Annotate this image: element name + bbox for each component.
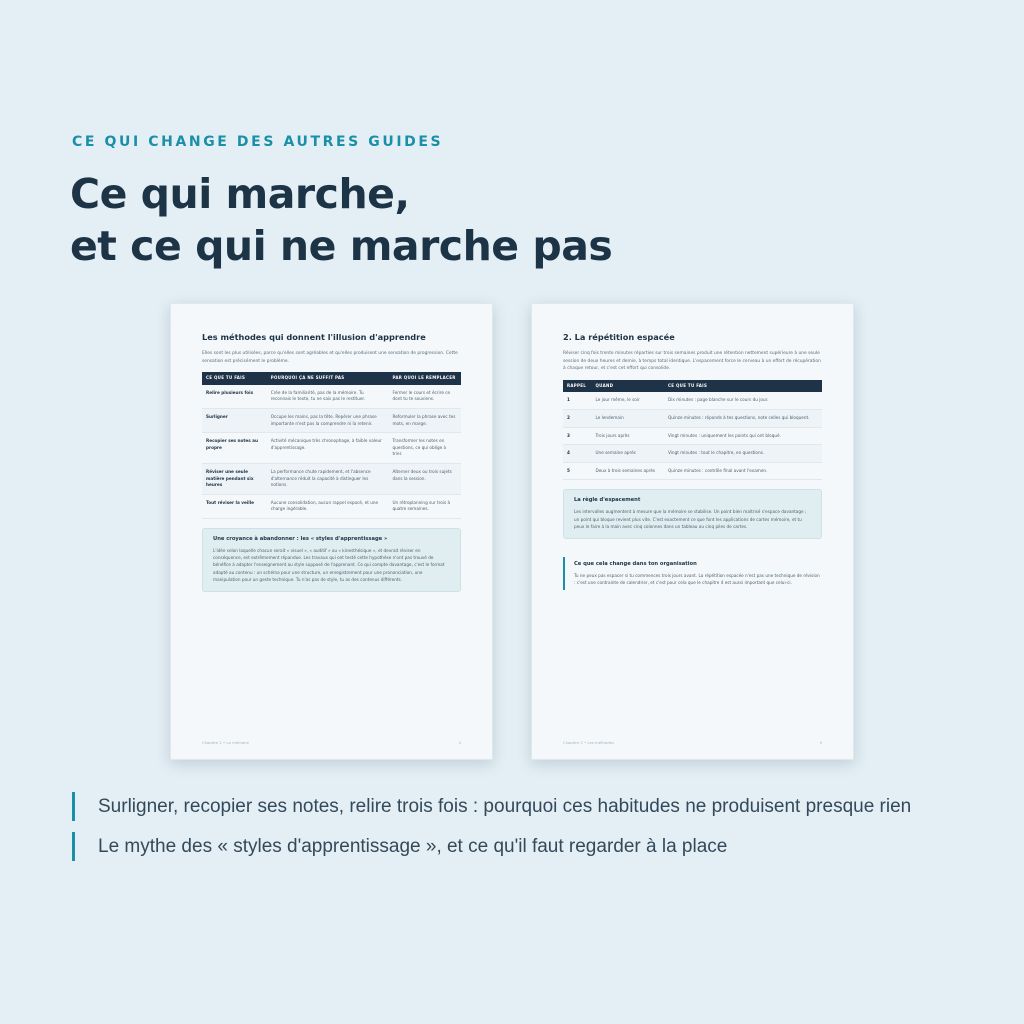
callout-text: Les intervalles augmentent à mesure que la mémoire se stabilise. Un point bien maîtrisé s'espace davantage ; un point qui bloque revient plus vite. C'est exactement ce que font les applications de cartes mémoire, et tu peux le faire à la main avec cinq colonnes dans un tableau ou cinq piles de cartes.: [574, 509, 807, 529]
table-row: [563, 409, 822, 427]
quote-block: [563, 557, 822, 590]
table-cell: Occupe les mains, pas la tête. Repérer une phrase importante n'est pas la comprendre ni la retenir.: [267, 408, 389, 432]
bullet-list: [72, 792, 952, 872]
table-cell: Transformer les notes en questions, ce qui oblige à trier.: [388, 433, 461, 464]
table-row: [202, 433, 461, 464]
page-intro: Elles sont les plus utilisées, parce qu'elles sont agréables et qu'elles produisent une sensation de progression. Cette sensation est précisément le problème.: [202, 351, 458, 364]
table-row: [202, 463, 461, 494]
table-cell: Le jour même, le soir: [591, 392, 664, 409]
table-cell: Surligner: [202, 408, 267, 432]
table-cell: Alterner deux ou trois sujets dans la session.: [388, 463, 461, 494]
table-header-cell: POURQUOI ÇA NE SUFFIT PAS: [267, 372, 389, 385]
table-cell: Tout réviser la veille: [202, 494, 267, 518]
table-cell: Trois jours après: [591, 427, 664, 445]
table-cell: Recopier ses notes au propre: [202, 433, 267, 464]
page-footer: [202, 740, 461, 745]
document-page-left: [170, 303, 493, 760]
page-title: Les méthodes qui donnent l'illusion d'apprendre: [202, 332, 426, 342]
table-row: [563, 392, 822, 409]
footer-page-number: 4: [458, 740, 461, 745]
footer-chapter: Chapitre 1 • La mémoire: [202, 740, 250, 745]
table-cell: 4: [563, 445, 591, 463]
quote-text: Tu ne peux pas espacer si tu commences trois jours avant. La répétition espacée n'est pas une technique de révision : c'est une contrainte de calendrier, et c'est pour cela que le chapitre 4 est aussi important que celui-ci.: [574, 572, 820, 586]
callout-title: Une croyance à abandonner : les « styles d'apprentissage »: [213, 535, 388, 542]
callout-box: [202, 528, 461, 592]
callout-title: La règle d'espacement: [574, 497, 641, 504]
table-row: [563, 462, 822, 480]
table-cell: 1: [563, 392, 591, 409]
table-row: [563, 427, 822, 445]
quote-title: Ce que cela change dans ton organisation: [574, 560, 697, 567]
headline-line-1: Ce qui marche,: [70, 170, 410, 218]
table-row: [202, 494, 461, 518]
table-cell: Fermer le cours et écrire ce dont tu te souviens.: [388, 385, 461, 409]
table-cell: Reformuler la phrase avec tes mots, en marge.: [388, 408, 461, 432]
table-header-row: [563, 380, 822, 393]
table-row: [563, 445, 822, 463]
spacing-table: [563, 380, 822, 481]
table-cell: Quinze minutes : contrôle final avant l'examen.: [664, 462, 822, 480]
bullet-item: Le mythe des « styles d'apprentissage », et ce qu'il faut regarder à la place: [72, 832, 952, 861]
callout-text: L'idée selon laquelle chacun serait « visuel », « auditif » ou « kinesthésique », et devrait réviser en conséquence, est extrêmement répandue. Les travaux qui ont testé cette hypothèse n'ont pas trouvé de bénéfice à adapter l'enseignement au style supposé de l'apprenant. Ce qui compte davantage, c'est le format adapté au contenu : un schéma pour une structure, un enregistrement pour une prononciation, une manipulation pour un geste technique. Tu n'as pas de style, tu as des contenus différents.: [213, 547, 445, 582]
table-cell: Le lendemain: [591, 409, 664, 427]
callout-box: [563, 489, 822, 539]
table-row: [202, 385, 461, 409]
bullet-item: Surligner, recopier ses notes, relire trois fois : pourquoi ces habitudes ne produisent presque rien: [72, 792, 952, 821]
table-cell: 5: [563, 462, 591, 480]
table-cell: Réviser une seule matière pendant six heures: [202, 463, 267, 494]
table-cell: Dix minutes : page blanche sur le cours du jour.: [664, 392, 822, 409]
table-cell: Un rétroplanning sur trois à quatre semaines.: [388, 494, 461, 518]
page-footer: [563, 740, 822, 745]
headline: [70, 168, 612, 272]
table-cell: Deux à trois semaines après: [591, 462, 664, 480]
document-page-right: [531, 303, 854, 760]
footer-page-number: 9: [819, 740, 822, 745]
table-cell: Quinze minutes : réponds à tes questions, note celles qui bloquent.: [664, 409, 822, 427]
table-header-row: [202, 372, 461, 385]
table-header-cell: QUAND: [591, 380, 664, 393]
headline-line-2: et ce qui ne marche pas: [70, 222, 613, 270]
methods-table: [202, 372, 461, 519]
table-header-cell: CE QUE TU FAIS: [664, 380, 822, 393]
table-cell: Aucune consolidation, aucun rappel espacé, et une charge ingérable.: [267, 494, 389, 518]
table-cell: Vingt minutes : uniquement les points qui ont bloqué.: [664, 427, 822, 445]
table-cell: 2: [563, 409, 591, 427]
page-title: 2. La répétition espacée: [563, 332, 675, 342]
table-row: [202, 408, 461, 432]
page-intro: Réviser cinq fois trente minutes réparties sur trois semaines produit une rétention nettement supérieure à une seule session de deux heures et demie, à temps total identique. L'espacement force le cerveau à un effort de récupération à chaque retour, et c'est cet effort qui consolide.: [563, 351, 821, 372]
table-header-cell: PAR QUOI LE REMPLACER: [388, 372, 461, 385]
table-cell: La performance chute rapidement, et l'absence d'alternance réduit la capacité à distinguer les notions.: [267, 463, 389, 494]
table-cell: 3: [563, 427, 591, 445]
table-header-cell: CE QUE TU FAIS: [202, 372, 267, 385]
table-header-cell: RAPPEL: [563, 380, 591, 393]
table-cell: Activité mécanique très chronophage, à faible valeur d'apprentissage.: [267, 433, 389, 464]
table-cell: Relire plusieurs fois: [202, 385, 267, 409]
table-cell: Crée de la familiarité, pas de la mémoire. Tu reconnais le texte, tu ne sais pas le restituer.: [267, 385, 389, 409]
table-cell: Une semaine après: [591, 445, 664, 463]
footer-chapter: Chapitre 2 • Les méthodes: [563, 740, 614, 745]
table-cell: Vingt minutes : tout le chapitre, en questions.: [664, 445, 822, 463]
eyebrow-label: CE QUI CHANGE DES AUTRES GUIDES: [72, 134, 444, 150]
